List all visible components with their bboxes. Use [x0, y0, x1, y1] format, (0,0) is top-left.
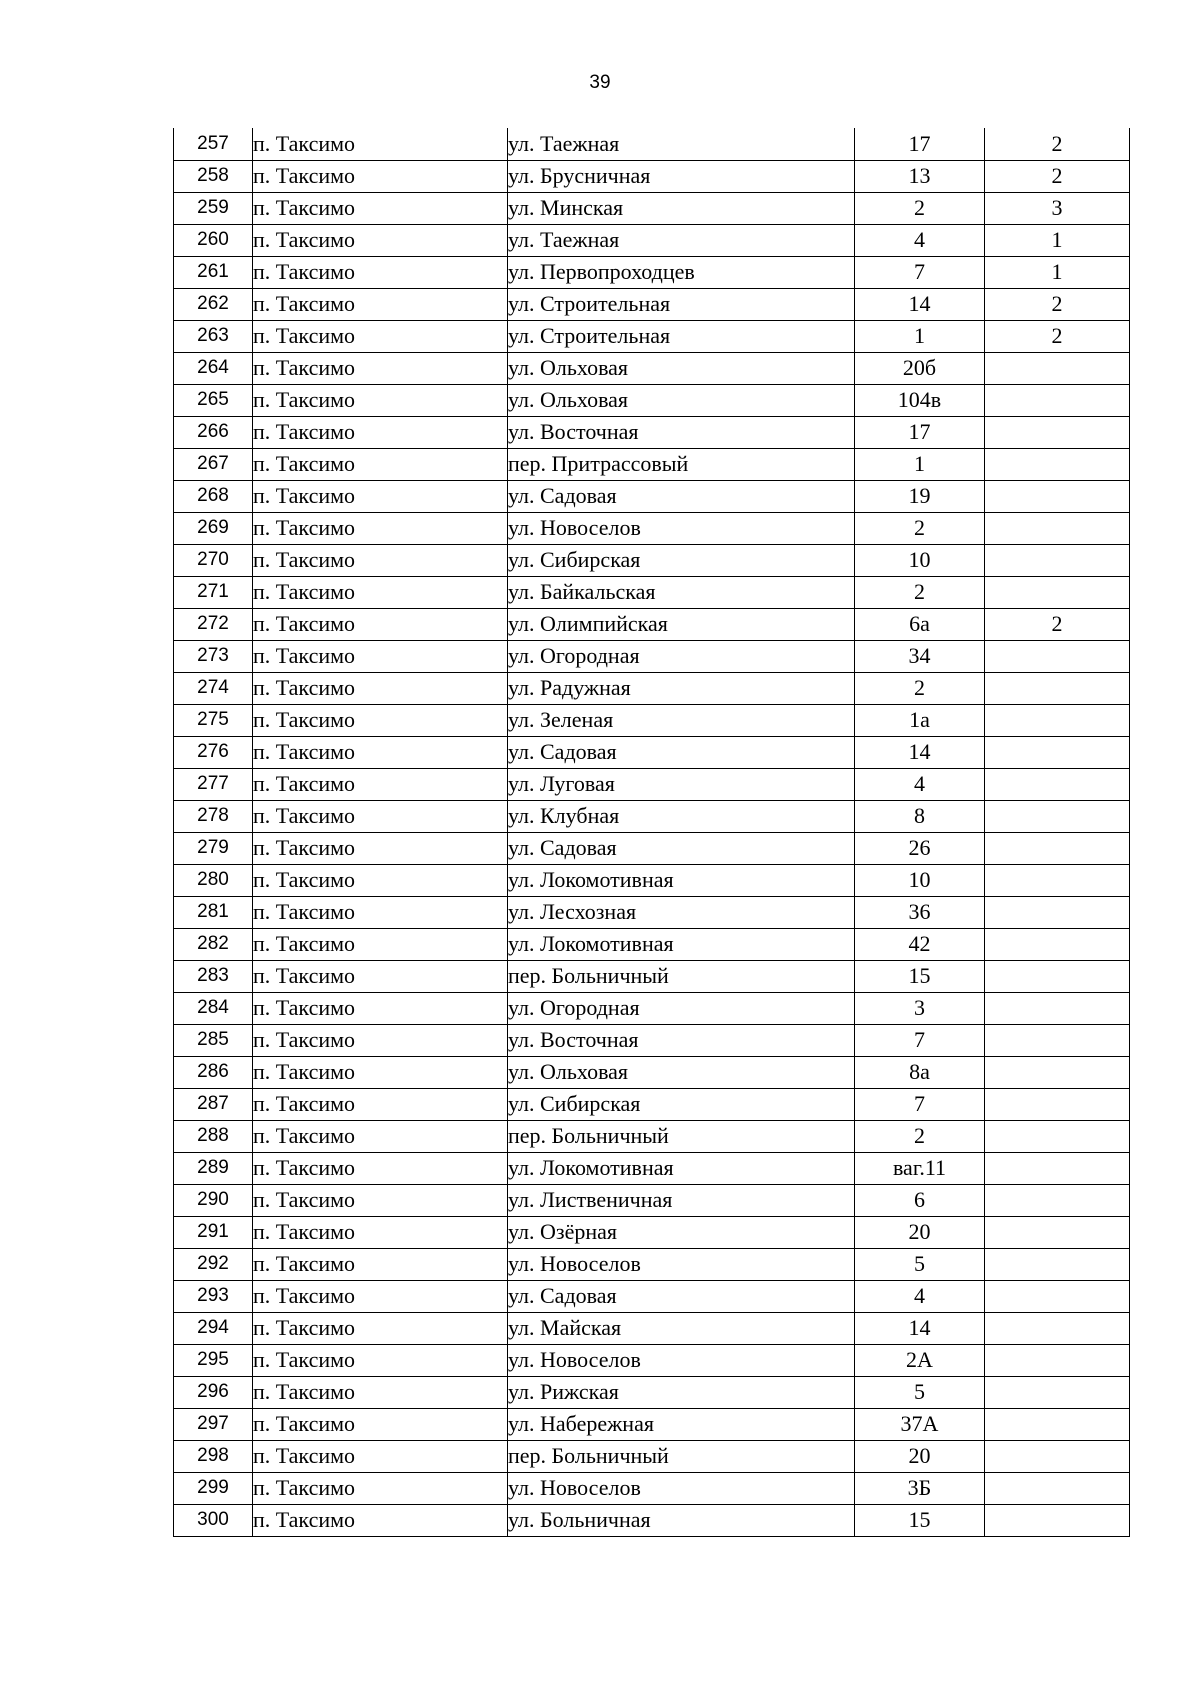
house-number-cell: 2 — [855, 1120, 985, 1152]
settlement-cell: п. Таксимо — [253, 512, 508, 544]
row-number: 274 — [174, 672, 253, 704]
quantity-cell: 1 — [985, 256, 1130, 288]
row-number: 300 — [174, 1504, 253, 1536]
house-number-cell: 15 — [855, 1504, 985, 1536]
street-cell: ул. Зеленая — [508, 704, 855, 736]
house-number-cell: 3Б — [855, 1472, 985, 1504]
house-number-cell: 20б — [855, 352, 985, 384]
house-number-cell: 3 — [855, 992, 985, 1024]
street-cell: ул. Брусничная — [508, 160, 855, 192]
row-number: 281 — [174, 896, 253, 928]
house-number-cell: 2 — [855, 192, 985, 224]
quantity-cell — [985, 1408, 1130, 1440]
table-row — [174, 1248, 1130, 1280]
settlement-cell: п. Таксимо — [253, 1024, 508, 1056]
quantity-cell: 2 — [985, 608, 1130, 640]
house-number-cell: 17 — [855, 128, 985, 160]
row-number: 261 — [174, 256, 253, 288]
quantity-cell — [985, 960, 1130, 992]
table-row — [174, 256, 1130, 288]
address-table-body — [174, 128, 1130, 1536]
settlement-cell: п. Таксимо — [253, 544, 508, 576]
street-cell: ул. Новоселов — [508, 1248, 855, 1280]
quantity-cell — [985, 736, 1130, 768]
street-cell: пер. Больничный — [508, 1120, 855, 1152]
row-number: 295 — [174, 1344, 253, 1376]
settlement-cell: п. Таксимо — [253, 224, 508, 256]
settlement-cell: п. Таксимо — [253, 160, 508, 192]
row-number: 292 — [174, 1248, 253, 1280]
row-number: 280 — [174, 864, 253, 896]
house-number-cell: 20 — [855, 1440, 985, 1472]
table-row — [174, 1344, 1130, 1376]
house-number-cell: 7 — [855, 256, 985, 288]
settlement-cell: п. Таксимо — [253, 992, 508, 1024]
quantity-cell — [985, 352, 1130, 384]
row-number: 258 — [174, 160, 253, 192]
table-row — [174, 1088, 1130, 1120]
settlement-cell: п. Таксимо — [253, 448, 508, 480]
house-number-cell: 2 — [855, 672, 985, 704]
street-cell: ул. Таежная — [508, 224, 855, 256]
table-row — [174, 928, 1130, 960]
street-cell: ул. Первопроходцев — [508, 256, 855, 288]
street-cell: ул. Сибирская — [508, 544, 855, 576]
row-number: 283 — [174, 960, 253, 992]
row-number: 275 — [174, 704, 253, 736]
quantity-cell — [985, 1024, 1130, 1056]
street-cell: ул. Восточная — [508, 1024, 855, 1056]
settlement-cell: п. Таксимо — [253, 1120, 508, 1152]
row-number: 262 — [174, 288, 253, 320]
table-row — [174, 768, 1130, 800]
quantity-cell — [985, 1248, 1130, 1280]
street-cell: ул. Ольховая — [508, 1056, 855, 1088]
row-number: 272 — [174, 608, 253, 640]
quantity-cell — [985, 1184, 1130, 1216]
settlement-cell: п. Таксимо — [253, 1312, 508, 1344]
row-number: 268 — [174, 480, 253, 512]
street-cell: ул. Сибирская — [508, 1088, 855, 1120]
table-row — [174, 352, 1130, 384]
row-number: 293 — [174, 1280, 253, 1312]
quantity-cell: 1 — [985, 224, 1130, 256]
settlement-cell: п. Таксимо — [253, 576, 508, 608]
house-number-cell: 10 — [855, 864, 985, 896]
settlement-cell: п. Таксимо — [253, 1440, 508, 1472]
house-number-cell: 10 — [855, 544, 985, 576]
house-number-cell: 26 — [855, 832, 985, 864]
row-number: 266 — [174, 416, 253, 448]
row-number: 296 — [174, 1376, 253, 1408]
settlement-cell: п. Таксимо — [253, 128, 508, 160]
row-number: 257 — [174, 128, 253, 160]
quantity-cell — [985, 1472, 1130, 1504]
table-row — [174, 896, 1130, 928]
quantity-cell — [985, 1120, 1130, 1152]
quantity-cell — [985, 832, 1130, 864]
settlement-cell: п. Таксимо — [253, 768, 508, 800]
quantity-cell — [985, 576, 1130, 608]
quantity-cell — [985, 1152, 1130, 1184]
house-number-cell: 4 — [855, 768, 985, 800]
row-number: 263 — [174, 320, 253, 352]
settlement-cell: п. Таксимо — [253, 800, 508, 832]
table-row — [174, 576, 1130, 608]
quantity-cell — [985, 864, 1130, 896]
table-row — [174, 384, 1130, 416]
row-number: 271 — [174, 576, 253, 608]
row-number: 286 — [174, 1056, 253, 1088]
quantity-cell — [985, 768, 1130, 800]
table-row — [174, 480, 1130, 512]
house-number-cell: 37А — [855, 1408, 985, 1440]
table-row — [174, 1472, 1130, 1504]
street-cell: ул. Новоселов — [508, 1344, 855, 1376]
settlement-cell: п. Таксимо — [253, 896, 508, 928]
settlement-cell: п. Таксимо — [253, 640, 508, 672]
settlement-cell: п. Таксимо — [253, 736, 508, 768]
quantity-cell — [985, 1280, 1130, 1312]
row-number: 269 — [174, 512, 253, 544]
row-number: 285 — [174, 1024, 253, 1056]
settlement-cell: п. Таксимо — [253, 1376, 508, 1408]
page-number: 39 — [589, 72, 611, 93]
table-row — [174, 992, 1130, 1024]
settlement-cell: п. Таксимо — [253, 416, 508, 448]
table-row — [174, 1152, 1130, 1184]
street-cell: ул. Байкальская — [508, 576, 855, 608]
settlement-cell: п. Таксимо — [253, 352, 508, 384]
house-number-cell: 6 — [855, 1184, 985, 1216]
street-cell: ул. Ольховая — [508, 384, 855, 416]
street-cell: ул. Радужная — [508, 672, 855, 704]
street-cell: ул. Минская — [508, 192, 855, 224]
quantity-cell — [985, 1056, 1130, 1088]
row-number: 273 — [174, 640, 253, 672]
street-cell: ул. Огородная — [508, 640, 855, 672]
street-cell: пер. Больничный — [508, 1440, 855, 1472]
quantity-cell — [985, 1312, 1130, 1344]
settlement-cell: п. Таксимо — [253, 960, 508, 992]
street-cell: ул. Огородная — [508, 992, 855, 1024]
settlement-cell: п. Таксимо — [253, 1248, 508, 1280]
address-table — [173, 128, 1130, 1537]
row-number: 279 — [174, 832, 253, 864]
quantity-cell — [985, 448, 1130, 480]
table-row — [174, 800, 1130, 832]
house-number-cell: 8а — [855, 1056, 985, 1088]
quantity-cell — [985, 384, 1130, 416]
row-number: 290 — [174, 1184, 253, 1216]
row-number: 267 — [174, 448, 253, 480]
quantity-cell — [985, 1376, 1130, 1408]
row-number: 291 — [174, 1216, 253, 1248]
street-cell: ул. Строительная — [508, 320, 855, 352]
row-number: 276 — [174, 736, 253, 768]
settlement-cell: п. Таксимо — [253, 1344, 508, 1376]
settlement-cell: п. Таксимо — [253, 256, 508, 288]
row-number: 277 — [174, 768, 253, 800]
row-number: 294 — [174, 1312, 253, 1344]
quantity-cell: 2 — [985, 128, 1130, 160]
table-row — [174, 512, 1130, 544]
quantity-cell: 2 — [985, 288, 1130, 320]
quantity-cell — [985, 640, 1130, 672]
settlement-cell: п. Таксимо — [253, 672, 508, 704]
street-cell: ул. Новоселов — [508, 512, 855, 544]
row-number: 297 — [174, 1408, 253, 1440]
quantity-cell — [985, 896, 1130, 928]
street-cell: ул. Лиственичная — [508, 1184, 855, 1216]
house-number-cell: 14 — [855, 736, 985, 768]
quantity-cell: 3 — [985, 192, 1130, 224]
house-number-cell: 1 — [855, 320, 985, 352]
street-cell: ул. Таежная — [508, 128, 855, 160]
table-row — [174, 288, 1130, 320]
house-number-cell: 7 — [855, 1088, 985, 1120]
house-number-cell: 8 — [855, 800, 985, 832]
house-number-cell: 14 — [855, 288, 985, 320]
house-number-cell: 17 — [855, 416, 985, 448]
street-cell: ул. Набережная — [508, 1408, 855, 1440]
quantity-cell — [985, 704, 1130, 736]
row-number: 299 — [174, 1472, 253, 1504]
settlement-cell: п. Таксимо — [253, 1056, 508, 1088]
table-row — [174, 1280, 1130, 1312]
table-row — [174, 1440, 1130, 1472]
street-cell: ул. Локомотивная — [508, 864, 855, 896]
street-cell: ул. Локомотивная — [508, 1152, 855, 1184]
table-row — [174, 192, 1130, 224]
table-row — [174, 160, 1130, 192]
street-cell: ул. Рижская — [508, 1376, 855, 1408]
settlement-cell: п. Таксимо — [253, 1472, 508, 1504]
quantity-cell: 2 — [985, 160, 1130, 192]
house-number-cell: 7 — [855, 1024, 985, 1056]
street-cell: ул. Озёрная — [508, 1216, 855, 1248]
house-number-cell: 34 — [855, 640, 985, 672]
house-number-cell: 5 — [855, 1248, 985, 1280]
table-row — [174, 128, 1130, 160]
row-number: 265 — [174, 384, 253, 416]
settlement-cell: п. Таксимо — [253, 1088, 508, 1120]
house-number-cell: 36 — [855, 896, 985, 928]
settlement-cell: п. Таксимо — [253, 320, 508, 352]
row-number: 288 — [174, 1120, 253, 1152]
house-number-cell: 4 — [855, 1280, 985, 1312]
house-number-cell: 2 — [855, 512, 985, 544]
settlement-cell: п. Таксимо — [253, 864, 508, 896]
street-cell: пер. Притрассовый — [508, 448, 855, 480]
street-cell: ул. Строительная — [508, 288, 855, 320]
table-row — [174, 544, 1130, 576]
table-row — [174, 704, 1130, 736]
table-row — [174, 1184, 1130, 1216]
house-number-cell: 4 — [855, 224, 985, 256]
street-cell: ул. Садовая — [508, 736, 855, 768]
street-cell: ул. Ольховая — [508, 352, 855, 384]
row-number: 284 — [174, 992, 253, 1024]
house-number-cell: 2А — [855, 1344, 985, 1376]
table-row — [174, 832, 1130, 864]
table-row — [174, 1056, 1130, 1088]
quantity-cell — [985, 1216, 1130, 1248]
table-row — [174, 960, 1130, 992]
table-row — [174, 608, 1130, 640]
settlement-cell: п. Таксимо — [253, 384, 508, 416]
table-row — [174, 1120, 1130, 1152]
street-cell: ул. Садовая — [508, 1280, 855, 1312]
quantity-cell — [985, 992, 1130, 1024]
quantity-cell — [985, 1440, 1130, 1472]
table-row — [174, 320, 1130, 352]
settlement-cell: п. Таксимо — [253, 1504, 508, 1536]
street-cell: ул. Локомотивная — [508, 928, 855, 960]
table-row — [174, 416, 1130, 448]
table-row — [174, 224, 1130, 256]
street-cell: ул. Лесхозная — [508, 896, 855, 928]
house-number-cell: 14 — [855, 1312, 985, 1344]
settlement-cell: п. Таксимо — [253, 1280, 508, 1312]
table-row — [174, 448, 1130, 480]
street-cell: ул. Садовая — [508, 832, 855, 864]
quantity-cell — [985, 480, 1130, 512]
house-number-cell: 20 — [855, 1216, 985, 1248]
settlement-cell: п. Таксимо — [253, 1152, 508, 1184]
row-number: 298 — [174, 1440, 253, 1472]
house-number-cell: 1 — [855, 448, 985, 480]
street-cell: ул. Новоселов — [508, 1472, 855, 1504]
row-number: 278 — [174, 800, 253, 832]
house-number-cell: 2 — [855, 576, 985, 608]
street-cell: ул. Клубная — [508, 800, 855, 832]
street-cell: пер. Больничный — [508, 960, 855, 992]
street-cell: ул. Восточная — [508, 416, 855, 448]
row-number: 260 — [174, 224, 253, 256]
quantity-cell — [985, 800, 1130, 832]
table-row — [174, 1024, 1130, 1056]
settlement-cell: п. Таксимо — [253, 704, 508, 736]
street-cell: ул. Луговая — [508, 768, 855, 800]
house-number-cell: 19 — [855, 480, 985, 512]
street-cell: ул. Олимпийская — [508, 608, 855, 640]
house-number-cell: ваг.11 — [855, 1152, 985, 1184]
settlement-cell: п. Таксимо — [253, 832, 508, 864]
quantity-cell — [985, 1344, 1130, 1376]
table-row — [174, 1216, 1130, 1248]
street-cell: ул. Майская — [508, 1312, 855, 1344]
settlement-cell: п. Таксимо — [253, 1216, 508, 1248]
house-number-cell: 15 — [855, 960, 985, 992]
settlement-cell: п. Таксимо — [253, 928, 508, 960]
street-cell: ул. Больничная — [508, 1504, 855, 1536]
house-number-cell: 1а — [855, 704, 985, 736]
settlement-cell: п. Таксимо — [253, 1184, 508, 1216]
row-number: 259 — [174, 192, 253, 224]
row-number: 282 — [174, 928, 253, 960]
house-number-cell: 104в — [855, 384, 985, 416]
settlement-cell: п. Таксимо — [253, 480, 508, 512]
settlement-cell: п. Таксимо — [253, 288, 508, 320]
row-number: 264 — [174, 352, 253, 384]
house-number-cell: 13 — [855, 160, 985, 192]
row-number: 287 — [174, 1088, 253, 1120]
quantity-cell — [985, 928, 1130, 960]
table-row — [174, 640, 1130, 672]
table-row — [174, 1376, 1130, 1408]
quantity-cell — [985, 544, 1130, 576]
street-cell: ул. Садовая — [508, 480, 855, 512]
row-number: 289 — [174, 1152, 253, 1184]
settlement-cell: п. Таксимо — [253, 608, 508, 640]
settlement-cell: п. Таксимо — [253, 1408, 508, 1440]
quantity-cell — [985, 416, 1130, 448]
house-number-cell: 6а — [855, 608, 985, 640]
house-number-cell: 42 — [855, 928, 985, 960]
quantity-cell — [985, 512, 1130, 544]
table-row — [174, 1504, 1130, 1536]
quantity-cell — [985, 672, 1130, 704]
settlement-cell: п. Таксимо — [253, 192, 508, 224]
quantity-cell — [985, 1088, 1130, 1120]
table-row — [174, 736, 1130, 768]
quantity-cell — [985, 1504, 1130, 1536]
table-row — [174, 1312, 1130, 1344]
table-row — [174, 864, 1130, 896]
table-row — [174, 672, 1130, 704]
house-number-cell: 5 — [855, 1376, 985, 1408]
quantity-cell: 2 — [985, 320, 1130, 352]
table-row — [174, 1408, 1130, 1440]
row-number: 270 — [174, 544, 253, 576]
